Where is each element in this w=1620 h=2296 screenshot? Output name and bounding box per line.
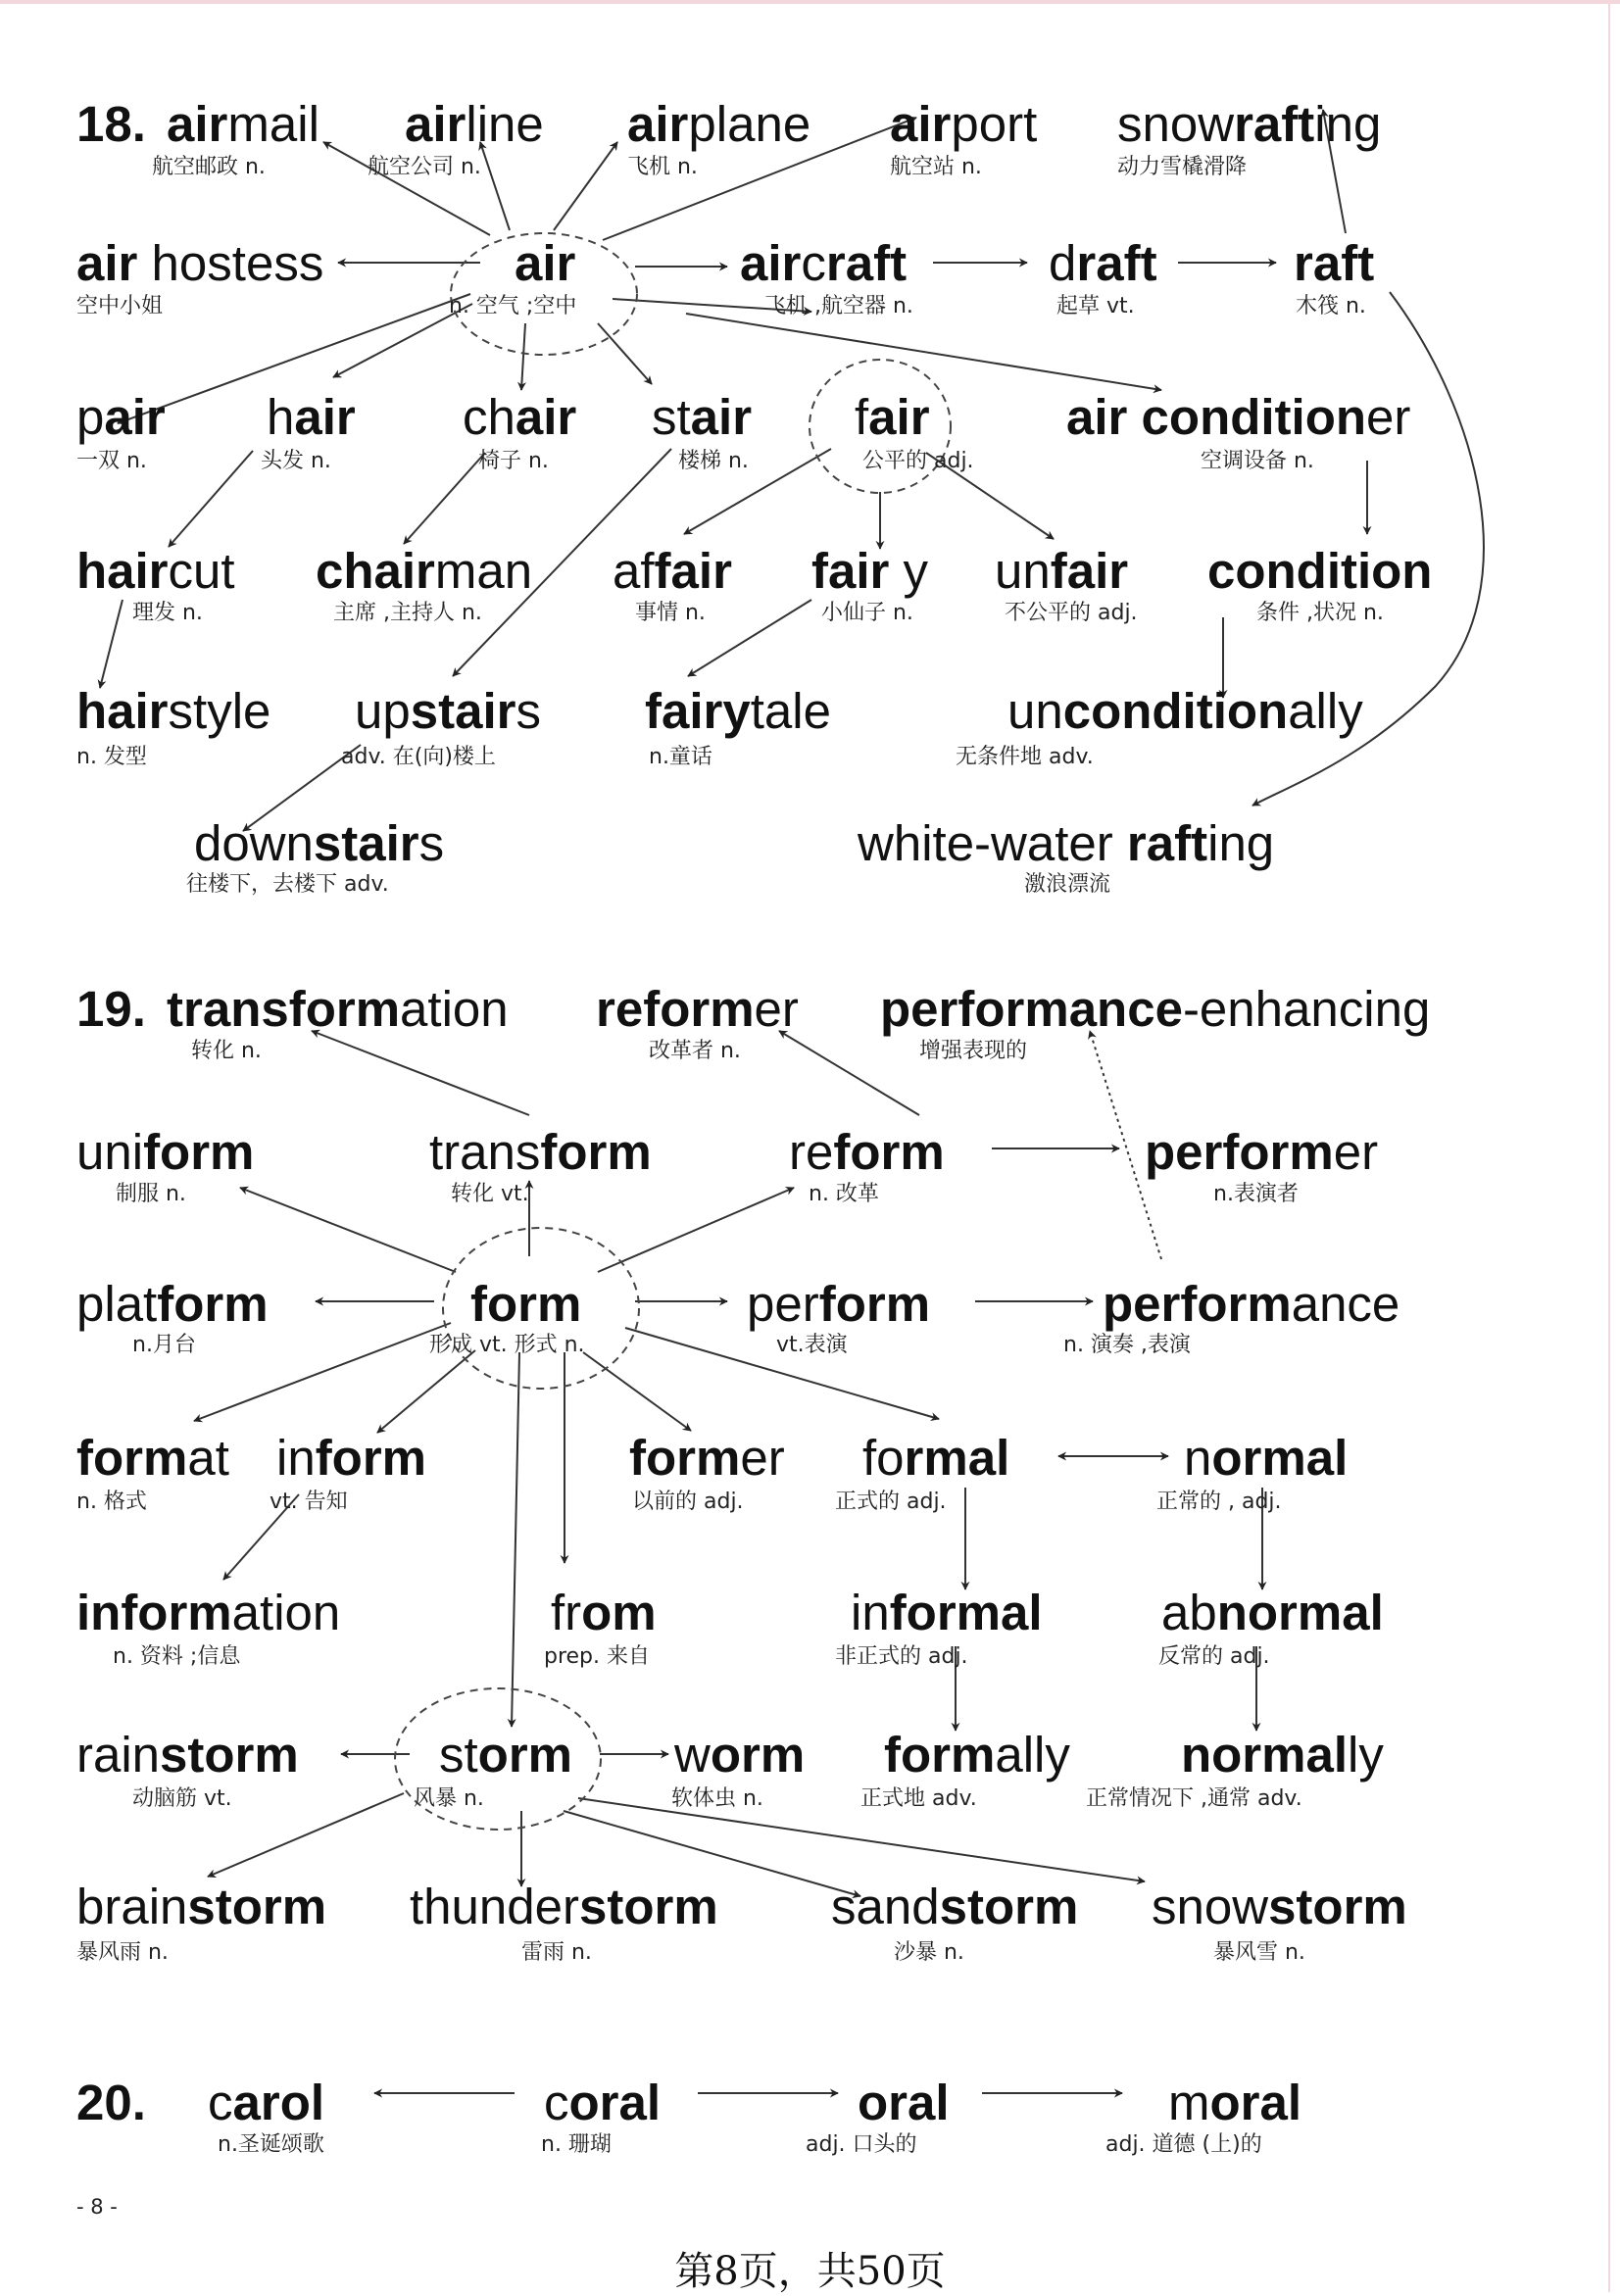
word-worm	[674, 1727, 806, 1783]
word-format	[76, 1430, 229, 1486]
word-root-part: air	[740, 235, 802, 291]
word-normally	[1181, 1727, 1384, 1783]
word-uniform	[76, 1124, 255, 1180]
word-root-part: perform	[1145, 1124, 1334, 1180]
gloss-airhostess: 空中小姐	[76, 294, 164, 318]
link-storm-brainstorm	[208, 1793, 404, 1877]
word-root-part: raft	[1126, 815, 1208, 871]
word-root-part: arol	[232, 2075, 325, 2130]
word-affix-part: mail	[227, 96, 319, 152]
word-aircraft	[740, 235, 908, 291]
gloss-informal: 非正式的 adj.	[835, 1644, 968, 1669]
word-affix-part: h	[267, 389, 295, 445]
word-hair	[267, 389, 356, 445]
word-sandstorm	[831, 1879, 1079, 1934]
word-performance	[1103, 1276, 1400, 1332]
link-form-storm	[512, 1352, 519, 1727]
gloss-storm: 风暴 n.	[414, 1786, 484, 1811]
word-root-part: air	[1066, 389, 1128, 445]
word-aircondition	[1066, 389, 1411, 445]
word-affix-part: f	[855, 389, 869, 445]
word-affix-part: plat	[76, 1276, 158, 1332]
word-root-part: ormal	[1211, 1430, 1349, 1486]
word-affix-part: m	[1168, 2075, 1210, 2130]
word-airhostess	[76, 235, 324, 291]
word-affix-part: down	[194, 815, 314, 871]
word-root-part: storm	[1268, 1879, 1407, 1934]
word-transformation	[167, 981, 509, 1037]
word-affix-part: style	[168, 683, 271, 739]
word-root-part: form	[157, 1276, 269, 1332]
word-root-part: condition	[1207, 543, 1433, 599]
word-rainstorm	[76, 1727, 299, 1783]
word-fairy	[811, 543, 929, 599]
word-snowrafting	[1117, 96, 1382, 152]
word-chairman	[316, 543, 533, 599]
word-affix-part: up	[355, 683, 411, 739]
word-root-part: form	[884, 1727, 996, 1783]
word-transform	[429, 1124, 652, 1180]
page-footer: 第8页，共50页	[674, 2249, 946, 2294]
word-affix-part: st	[652, 389, 691, 445]
word-root-part: form	[818, 1276, 931, 1332]
word-root-part: oral	[858, 2075, 950, 2130]
gloss-performance: n. 演奏 ,表演	[1063, 1333, 1191, 1357]
link-air-chair	[521, 323, 525, 390]
word-root-part: air	[405, 96, 466, 152]
link-chair-chairman	[404, 453, 485, 544]
word-affix-part: snow	[1152, 1879, 1269, 1934]
word-affix-part: c	[208, 2075, 233, 2130]
gloss-perform: vt.表演	[776, 1333, 848, 1357]
word-root-part: normal	[1216, 1585, 1384, 1640]
word-root-part: air	[76, 235, 138, 291]
word-airline	[405, 96, 544, 152]
word-affix-part: ing	[1314, 96, 1382, 152]
gloss-platform: n.月台	[132, 1333, 196, 1357]
gloss-airport: 航空站 n.	[890, 155, 982, 179]
word-affix-part: rain	[76, 1727, 161, 1783]
gloss-rainstorm: 动脑筋 vt.	[132, 1786, 232, 1811]
gloss-former: 以前的 adj.	[632, 1490, 744, 1514]
gloss-stair: 楼梯 n.	[678, 449, 749, 473]
word-affix-part: ing	[1207, 815, 1275, 871]
word-affix-part: d	[1049, 235, 1077, 291]
word-affix-part: fo	[862, 1430, 905, 1486]
gloss-airline: 航空公司 n.	[368, 155, 481, 179]
link-hair-haircut	[169, 451, 253, 547]
word-root-part: chair	[316, 543, 435, 599]
gloss-from: prep. 来自	[544, 1644, 651, 1669]
link-reform-reformer	[779, 1031, 919, 1115]
word-root-part: hair	[76, 683, 169, 739]
word-chair	[463, 389, 577, 445]
word-form	[470, 1276, 582, 1332]
word-downstairs	[194, 815, 445, 871]
word-root-part: perform	[1103, 1276, 1292, 1332]
word-performanceenhancing	[880, 981, 1431, 1037]
word-root-part: storm	[160, 1727, 299, 1783]
word-affix-part: per	[747, 1276, 819, 1332]
word-root-part: inform	[76, 1585, 232, 1640]
gloss-unconditionally: 无条件地 adv.	[956, 745, 1094, 769]
word-root-part: air	[868, 389, 930, 445]
link-form-format	[194, 1323, 451, 1421]
word-root-part: condition	[1062, 683, 1289, 739]
word-root-part: hair	[76, 543, 169, 599]
word-stair	[652, 389, 753, 445]
word-affix-part: s	[515, 683, 541, 739]
gloss-upstairs: adv. 在(向)楼上	[341, 745, 496, 769]
word-root-part: fair	[654, 543, 732, 599]
gloss-form: 形成 vt. 形式 n.	[429, 1333, 585, 1357]
gloss-performanceenhancing: 增强表现的	[919, 1039, 1028, 1063]
word-root-part: fairy	[645, 683, 751, 739]
gloss-aircraft: 飞机 ,航空器 n.	[764, 294, 913, 318]
word-oral	[858, 2075, 950, 2130]
word-fair	[855, 389, 930, 445]
word-affix-part: p	[76, 389, 105, 445]
section-20-number: 20.	[76, 2075, 146, 2130]
word-root-part: form	[143, 1124, 255, 1180]
word-affix-part: ch	[463, 389, 515, 445]
word-root-part: form	[540, 1124, 652, 1180]
word-platform	[76, 1276, 269, 1332]
link-air-airplane	[554, 142, 617, 230]
gloss-pair: 一双 n.	[76, 449, 147, 473]
link-form-inform	[377, 1350, 475, 1433]
gloss-normally: 正常情况下 ,通常 adv.	[1086, 1786, 1302, 1811]
gloss-airplane: 飞机 n.	[627, 155, 698, 179]
word-affix-part: ation	[400, 981, 509, 1037]
word-affix-part: c	[801, 235, 826, 291]
word-brainstorm	[76, 1879, 327, 1934]
word-affix-part: er	[754, 981, 799, 1037]
word-root-part: reform	[596, 981, 755, 1037]
gloss-chair: 椅子 n.	[478, 449, 549, 473]
gloss-draft: 起草 vt.	[1056, 294, 1135, 318]
gloss-air: n. 空气 ;空中	[449, 294, 577, 318]
gloss-downstairs: 往楼下，去楼下 adv.	[186, 872, 389, 897]
page-marker: - 8 -	[76, 2195, 118, 2219]
word-root-part: form	[315, 1430, 427, 1486]
word-reform	[789, 1124, 945, 1180]
word-affix-part: sand	[831, 1879, 940, 1934]
gloss-coral: n. 珊瑚	[541, 2132, 612, 2157]
word-root-part: form	[629, 1430, 741, 1486]
word-root-part: form	[76, 1430, 188, 1486]
word-root-part: orm	[477, 1727, 573, 1783]
link-affair-fairytale	[688, 600, 811, 676]
word-affix-part: hostess	[137, 235, 324, 291]
gloss-formal: 正式的 adj.	[835, 1490, 947, 1514]
word-root-part: normal	[1181, 1727, 1349, 1783]
word-root-part: air	[627, 96, 689, 152]
word-affix-part: thunder	[410, 1879, 579, 1934]
gloss-raft: 木筏 n.	[1296, 294, 1366, 318]
word-affix-part: ance	[1291, 1276, 1400, 1332]
word-affix-part: n	[1184, 1430, 1212, 1486]
word-haircut	[76, 543, 235, 599]
word-formally	[884, 1727, 1070, 1783]
word-air	[515, 235, 576, 291]
gloss-chairman: 主席 ,主持人 n.	[333, 601, 482, 625]
word-affair	[613, 543, 732, 599]
word-affix-part: af	[613, 543, 655, 599]
gloss-format: n. 格式	[76, 1490, 147, 1514]
word-airport	[890, 96, 1038, 152]
gloss-fairy: 小仙子 n.	[821, 601, 913, 625]
word-affix-part: man	[434, 543, 533, 599]
gloss-thunderstorm: 雷雨 n.	[521, 1940, 592, 1965]
word-root-part: stair	[410, 683, 516, 739]
word-abnormal	[1161, 1585, 1384, 1640]
word-informal	[851, 1585, 1043, 1640]
gloss-fairytale: n.童话	[649, 745, 712, 769]
word-affix-part: tale	[750, 683, 831, 739]
link-air-stair	[598, 323, 652, 384]
gloss-reform: n. 改革	[809, 1182, 879, 1206]
word-performer	[1145, 1124, 1379, 1180]
link-air-aircondition	[686, 314, 1161, 390]
link-air-airline	[480, 142, 510, 230]
word-root-part: air	[104, 389, 166, 445]
word-thunderstorm	[410, 1879, 718, 1934]
word-root-part: formal	[889, 1585, 1043, 1640]
word-affix-part: snow	[1117, 96, 1235, 152]
word-root-part: oral	[1209, 2075, 1302, 2130]
word-unfair	[995, 543, 1129, 599]
word-affix-part: y	[889, 543, 929, 599]
word-root-part: form	[833, 1124, 945, 1180]
word-inform	[276, 1430, 427, 1486]
word-affix-part: white-water	[858, 815, 1127, 871]
word-formal	[862, 1430, 1010, 1486]
word-affix-part: cut	[168, 543, 235, 599]
word-raft	[1294, 235, 1375, 291]
word-condition	[1207, 543, 1433, 599]
gloss-brainstorm: 暴风雨 n.	[76, 1940, 169, 1965]
word-from	[551, 1585, 657, 1640]
word-airmail	[167, 96, 319, 152]
gloss-moral: adj. 道德 (上)的	[1105, 2132, 1262, 2157]
word-affix-part: port	[951, 96, 1038, 152]
word-root-part: air	[294, 389, 356, 445]
word-affix-part: uni	[76, 1124, 144, 1180]
word-coral	[544, 2075, 662, 2130]
gloss-unfair: 不公平的 adj.	[1005, 601, 1138, 625]
gloss-whitewaterrafting: 激浪漂流	[1024, 872, 1111, 897]
word-upstairs	[355, 683, 541, 739]
gloss-snowrafting: 动力雪橇滑降	[1117, 155, 1248, 179]
gloss-aircondition: 空调设备 n.	[1201, 449, 1314, 473]
word-root-part: oral	[568, 2075, 662, 2130]
gloss-affair: 事情 n.	[635, 601, 706, 625]
gloss-normal: 正常的 , adj.	[1156, 1490, 1282, 1514]
gloss-formally: 正式地 adv.	[860, 1786, 977, 1811]
word-affix-part: un	[995, 543, 1051, 599]
word-root-part: raft	[825, 235, 908, 291]
word-root-part: air	[167, 96, 228, 152]
word-airplane	[627, 96, 811, 152]
word-affix-part: un	[1007, 683, 1063, 739]
gloss-information: n. 资料 ;信息	[113, 1644, 241, 1669]
section-18-number: 18.	[76, 96, 146, 152]
link-form-uniform	[240, 1188, 456, 1272]
word-root-part: performance	[880, 981, 1183, 1037]
gloss-abnormal: 反常的 adj.	[1158, 1644, 1270, 1669]
word-affix-part: trans	[429, 1124, 541, 1180]
word-affix-part: ally	[995, 1727, 1070, 1783]
word-affix-part: line	[466, 96, 544, 152]
link-form-former	[583, 1352, 691, 1431]
word-perform	[747, 1276, 931, 1332]
word-snowstorm	[1152, 1879, 1407, 1934]
gloss-condition: 条件 ,状况 n.	[1256, 601, 1384, 625]
word-root-part: raft	[1294, 235, 1375, 291]
gloss-fair: 公平的 adj.	[862, 449, 974, 473]
word-root-part: transform	[167, 981, 401, 1037]
word-root-part: raft	[1234, 96, 1315, 152]
word-affix-part: in	[851, 1585, 890, 1640]
gloss-snowstorm: 暴风雪 n.	[1213, 1940, 1305, 1965]
word-affix-part: ab	[1161, 1585, 1217, 1640]
word-root-part: storm	[939, 1879, 1079, 1934]
word-fairytale	[645, 683, 831, 739]
gloss-hairstyle: n. 发型	[76, 745, 147, 769]
word-affix-part: er	[1333, 1124, 1379, 1180]
word-root-part: condition	[1127, 389, 1367, 445]
word-root-part: fair	[811, 543, 890, 599]
word-affix-part: er	[1366, 389, 1411, 445]
word-root-part: storm	[187, 1879, 327, 1934]
word-affix-part: er	[740, 1430, 785, 1486]
word-root-part: form	[470, 1276, 582, 1332]
word-affix-part: re	[789, 1124, 834, 1180]
word-root-part: fair	[1050, 543, 1129, 599]
word-hairstyle	[76, 683, 271, 739]
word-affix-part: plane	[688, 96, 811, 152]
link-haircut-hairstyle	[100, 600, 123, 688]
gloss-sandstorm: 沙暴 n.	[894, 1940, 964, 1965]
word-affix-part: at	[187, 1430, 229, 1486]
word-root-part: air	[515, 235, 576, 291]
gloss-airmail: 航空邮政 n.	[152, 155, 266, 179]
gloss-inform: vt. 告知	[270, 1490, 348, 1514]
word-root-part: om	[581, 1585, 657, 1640]
gloss-carol: n.圣诞颂歌	[218, 2132, 324, 2157]
word-root-part: orm	[710, 1727, 806, 1783]
gloss-haircut: 理发 n.	[132, 601, 203, 625]
gloss-performer: n.表演者	[1213, 1182, 1299, 1206]
word-root-part: air	[690, 389, 753, 445]
word-root-part: stair	[313, 815, 419, 871]
word-affix-part: c	[544, 2075, 569, 2130]
word-root-part: raft	[1076, 235, 1157, 291]
gloss-transformation: 转化 n.	[191, 1039, 262, 1063]
word-affix-part: ally	[1288, 683, 1363, 739]
word-root-part: rmal	[904, 1430, 1010, 1486]
word-reformer	[596, 981, 799, 1037]
word-pair	[76, 389, 166, 445]
gloss-worm: 软体虫 n.	[671, 1786, 763, 1811]
word-information	[76, 1585, 341, 1640]
word-whitewaterrafting	[858, 815, 1275, 871]
gloss-oral: adj. 口头的	[806, 2132, 917, 2157]
gloss-transform: 转化 vt.	[451, 1182, 529, 1206]
word-affix-part: ly	[1348, 1727, 1384, 1783]
word-affix-part: st	[439, 1727, 478, 1783]
link-form-reform	[598, 1188, 794, 1272]
word-root-part: air	[515, 389, 577, 445]
word-unconditionally	[1007, 683, 1363, 739]
link-transform-transformation	[312, 1031, 529, 1115]
word-root-part: air	[890, 96, 952, 152]
word-affix-part: in	[276, 1430, 316, 1486]
word-affix-part: fr	[551, 1585, 582, 1640]
word-affix-part: -enhancing	[1182, 981, 1431, 1037]
gloss-reformer: 改革者 n.	[649, 1039, 741, 1063]
word-root-part: storm	[578, 1879, 718, 1934]
word-affix-part: ation	[231, 1585, 341, 1640]
word-carol	[208, 2075, 325, 2130]
word-moral	[1168, 2075, 1302, 2130]
word-normal	[1184, 1430, 1349, 1486]
gloss-uniform: 制服 n.	[116, 1182, 186, 1206]
section-19-number: 19.	[76, 981, 146, 1037]
word-affix-part: w	[674, 1727, 711, 1783]
word-storm	[439, 1727, 573, 1783]
word-former	[629, 1430, 785, 1486]
word-affix-part: brain	[76, 1879, 188, 1934]
gloss-hair: 头发 n.	[261, 449, 331, 473]
word-draft	[1049, 235, 1157, 291]
word-affix-part: s	[418, 815, 445, 871]
